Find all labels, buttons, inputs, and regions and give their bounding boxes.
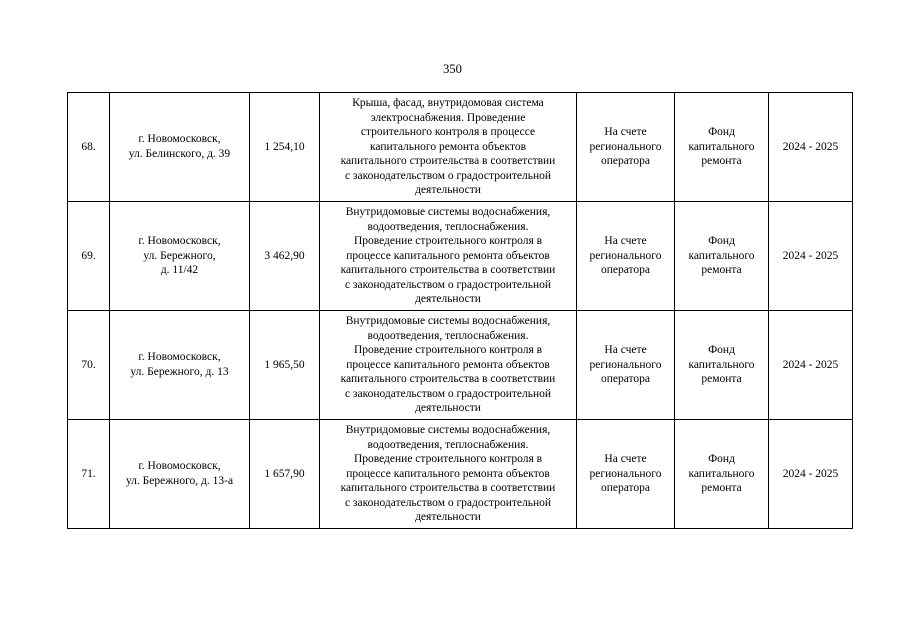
funding-source-cell	[675, 311, 769, 420]
account-type-cell	[577, 202, 675, 311]
work-description-cell-line: с законодательством о градостроительной	[344, 278, 552, 291]
funding-source-cell	[675, 420, 769, 529]
address-cell-line: ул. Бережного,	[143, 249, 216, 262]
table-row	[68, 420, 853, 529]
work-description-cell-line: водоотведения, теплоснабжения.	[367, 329, 529, 342]
work-description-cell-line: деятельности	[415, 184, 481, 197]
account-type-cell	[577, 311, 675, 420]
funding-source-cell-line: Фонд	[708, 126, 735, 139]
work-description-cell-line: деятельности	[415, 402, 481, 415]
address-cell-line: ул. Бережного, д. 13-а	[125, 475, 234, 487]
address-cell	[110, 202, 250, 311]
period-cell: 2024 - 2025	[769, 311, 853, 420]
work-description-cell-line: деятельности	[415, 293, 481, 306]
funding-source-cell-line: капитального	[688, 140, 755, 153]
page-number: 350	[443, 62, 462, 76]
address-cell-line: г. Новомосковск,	[138, 235, 221, 248]
period-cell: 2024 - 2025	[769, 93, 853, 202]
area-cell: 3 462,90	[250, 202, 320, 311]
table-body	[68, 93, 853, 529]
funding-source-cell-line: ремонта	[701, 482, 742, 495]
funding-source-cell	[675, 93, 769, 202]
work-description-cell-line: Проведение строительного контроля в	[353, 344, 543, 357]
address-cell-line: ул. Белинского, д. 39	[128, 148, 231, 160]
address-cell	[110, 311, 250, 420]
address-cell-line: г. Новомосковск,	[138, 460, 221, 473]
address-cell	[110, 93, 250, 202]
funding-source-cell	[675, 202, 769, 311]
account-type-cell-line: регионального	[589, 467, 662, 480]
account-type-cell-line: оператора	[600, 155, 651, 168]
repair-works-table	[67, 92, 853, 529]
funding-source-cell-line: капитального	[688, 249, 755, 262]
work-description-cell-line: капитального строительства в соответствии	[340, 264, 556, 277]
account-type-cell-line: регионального	[589, 358, 662, 371]
table-row	[68, 202, 853, 311]
funding-source-cell-line: ремонта	[701, 373, 742, 386]
account-type-cell-line: регионального	[589, 140, 662, 153]
work-description-cell	[320, 93, 577, 202]
work-description-cell-line: Внутридомовые системы водоснабжения,	[345, 205, 551, 218]
account-type-cell-line: На счете	[604, 453, 647, 466]
funding-source-cell-line: Фонд	[708, 235, 735, 248]
work-description-cell-line: Внутридомовые системы водоснабжения,	[345, 423, 551, 436]
work-description-cell-line: водоотведения, теплоснабжения.	[367, 438, 529, 451]
work-description-cell-line: с законодательством о градостроительной	[344, 387, 552, 400]
work-description-cell-line: Внутридомовые системы водоснабжения,	[345, 314, 551, 327]
work-description-cell	[320, 311, 577, 420]
account-type-cell-line: оператора	[600, 373, 651, 386]
work-description-cell-line: электроснабжения. Проведение	[370, 111, 526, 124]
address-cell-line: д. 11/42	[160, 264, 199, 277]
work-description-cell-line: капитального строительства в соответствии	[340, 482, 556, 495]
period-cell: 2024 - 2025	[769, 202, 853, 311]
account-type-cell	[577, 420, 675, 529]
address-cell-line: г. Новомосковск,	[138, 351, 221, 364]
work-description-cell-line: процессе капитального ремонта объектов	[346, 249, 550, 262]
funding-source-cell-line: капитального	[688, 358, 755, 371]
work-description-cell-line: капитального ремонта объектов	[369, 140, 527, 153]
funding-source-cell-line: ремонта	[701, 264, 742, 277]
table-row	[68, 93, 853, 202]
work-description-cell-line: с законодательством о градостроительной	[344, 496, 552, 509]
account-type-cell	[577, 93, 675, 202]
work-description-cell	[320, 420, 577, 529]
funding-source-cell-line: капитального	[688, 467, 755, 480]
row-number-cell: 71.	[68, 420, 110, 529]
work-description-cell-line: деятельности	[415, 511, 481, 524]
table-row	[68, 311, 853, 420]
work-description-cell-line: строительного контроля в процессе	[360, 126, 536, 139]
area-cell: 1 965,50	[250, 311, 320, 420]
account-type-cell-line: регионального	[589, 249, 662, 262]
work-description-cell-line: Крыша, фасад, внутридомовая система	[352, 96, 544, 109]
area-cell: 1 254,10	[250, 93, 320, 202]
address-cell	[110, 420, 250, 529]
address-cell-line: г. Новомосковск,	[138, 133, 221, 146]
work-description-cell-line: капитального строительства в соответствии	[340, 373, 556, 386]
row-number-cell: 68.	[68, 93, 110, 202]
work-description-cell-line: процессе капитального ремонта объектов	[346, 467, 550, 480]
account-type-cell-line: оператора	[600, 482, 651, 495]
address-cell-line: ул. Бережного, д. 13	[130, 366, 229, 378]
funding-source-cell-line: Фонд	[708, 344, 735, 357]
period-cell: 2024 - 2025	[769, 420, 853, 529]
work-description-cell-line: Проведение строительного контроля в	[353, 235, 543, 248]
funding-source-cell-line: ремонта	[701, 155, 742, 168]
area-cell: 1 657,90	[250, 420, 320, 529]
account-type-cell-line: На счете	[604, 344, 647, 357]
work-description-cell-line: водоотведения, теплоснабжения.	[367, 220, 529, 233]
funding-source-cell-line: Фонд	[708, 453, 735, 466]
account-type-cell-line: оператора	[600, 264, 651, 277]
work-description-cell	[320, 202, 577, 311]
work-description-cell-line: капитального строительства в соответствии	[340, 155, 556, 168]
account-type-cell-line: На счете	[604, 126, 647, 139]
work-description-cell-line: с законодательством о градостроительной	[344, 169, 552, 182]
row-number-cell: 70.	[68, 311, 110, 420]
work-description-cell-line: Проведение строительного контроля в	[353, 453, 543, 466]
account-type-cell-line: На счете	[604, 235, 647, 248]
row-number-cell: 69.	[68, 202, 110, 311]
work-description-cell-line: процессе капитального ремонта объектов	[346, 358, 550, 371]
